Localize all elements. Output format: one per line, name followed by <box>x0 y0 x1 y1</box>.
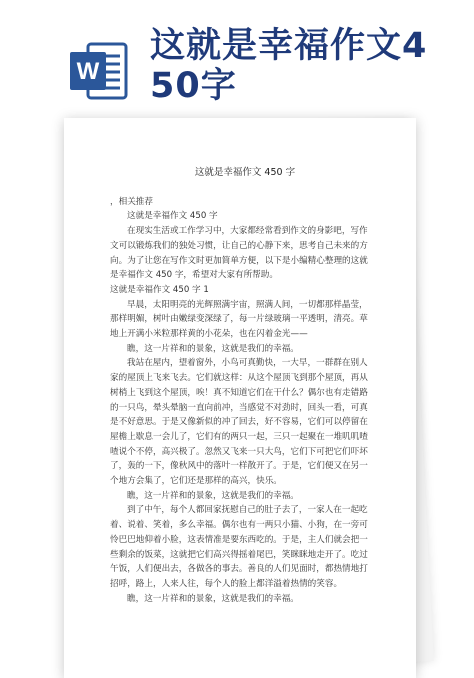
paragraph: 我站在屋内，望着窗外，小鸟可真勤快，一大早，一群群在别人家的屋顶上飞来飞去。它们就这样：从这个屋顶飞到那个屋顶，再从树梢上飞到这个屋顶，唉！真不知道它们在干什么？偶尔也有走错路的一只鸟，晕头晕脑一直向前冲，当感觉不对劲时，回头一看，可真是不好意思。于是又像新似的冲了回去，好不容易，它们可以停留在屋檐上歇息一会儿了，它们有的两只一起，三只一起聚在一堆叽叽喳喳说个不停，高兴极了。忽然又飞来一只大鸟，它们下可把它们吓坏了，轰的一下，像秋风中的落叶一样散开了。于是，它们便又在另一个地方会集了，它们还是那样的高兴，快乐。 <box>110 358 368 487</box>
document-preview <box>64 118 416 678</box>
document-title: 这就是幸福作文 450 字 <box>194 167 296 178</box>
word-icon-letter: W <box>76 58 100 85</box>
paragraph: 瞧，这一片祥和的景象，这就是我们的幸福。 <box>127 593 299 604</box>
section-heading: 这就是幸福作文 450 字 1 <box>110 284 209 295</box>
paragraph: 瞧，这一片祥和的景象，这就是我们的幸福。 <box>127 343 299 354</box>
paragraph: 瞧，这一片祥和的景象，这就是我们的幸福。 <box>127 490 299 501</box>
recommend-label: ，相关推荐 <box>110 196 153 207</box>
title-line-2: 50字 <box>150 66 237 106</box>
page-title <box>150 26 450 106</box>
title-line-1: 这就是幸福作文4 <box>150 26 428 66</box>
word-document-icon <box>68 40 130 102</box>
document-content <box>110 166 372 606</box>
intro-paragraph: 在现实生活或工作学习中，大家都经常看到作文的身影吧，写作文可以锻炼我们的独处习惯，让自己的心静下来，思考自己未来的方向。为了让您在写作文时更加简单方便，以下是小编精心整理的这就是幸福作文 450 字，希望对大家有所帮助。 <box>110 226 368 281</box>
paragraph: 早晨，太阳明亮的光辉照满宇宙，照满人间，一切都那样晶莹，那样明媚，树叶由嫩绿变深绿了，每一片绿玻璃一平透明，清亮。草地上开满小米粒那样黄的小花朵，也在闪着金光—— <box>110 299 368 340</box>
paragraph: 到了中午，每个人都回家抚慰自己的肚子去了，一家人在一起吃着、说着、笑着，多么幸福。偶尔也有一两只小猫、小狗，在一旁可怜巴巴地仰着小脸，这表情准是要东西吃的。于是，主人们就会把一些剩余的饭菜，这就把它们高兴得摇着尾巴，笑眯眯地走开了。吃过午饭，人们便出去，各做各的事去。善良的人们见面时，都热情地打招呼，路上，人来人往，每个人的脸上都洋溢着热情的笑容。 <box>110 505 368 589</box>
recommend-item: 这就是幸福作文 450 字 <box>127 211 218 222</box>
